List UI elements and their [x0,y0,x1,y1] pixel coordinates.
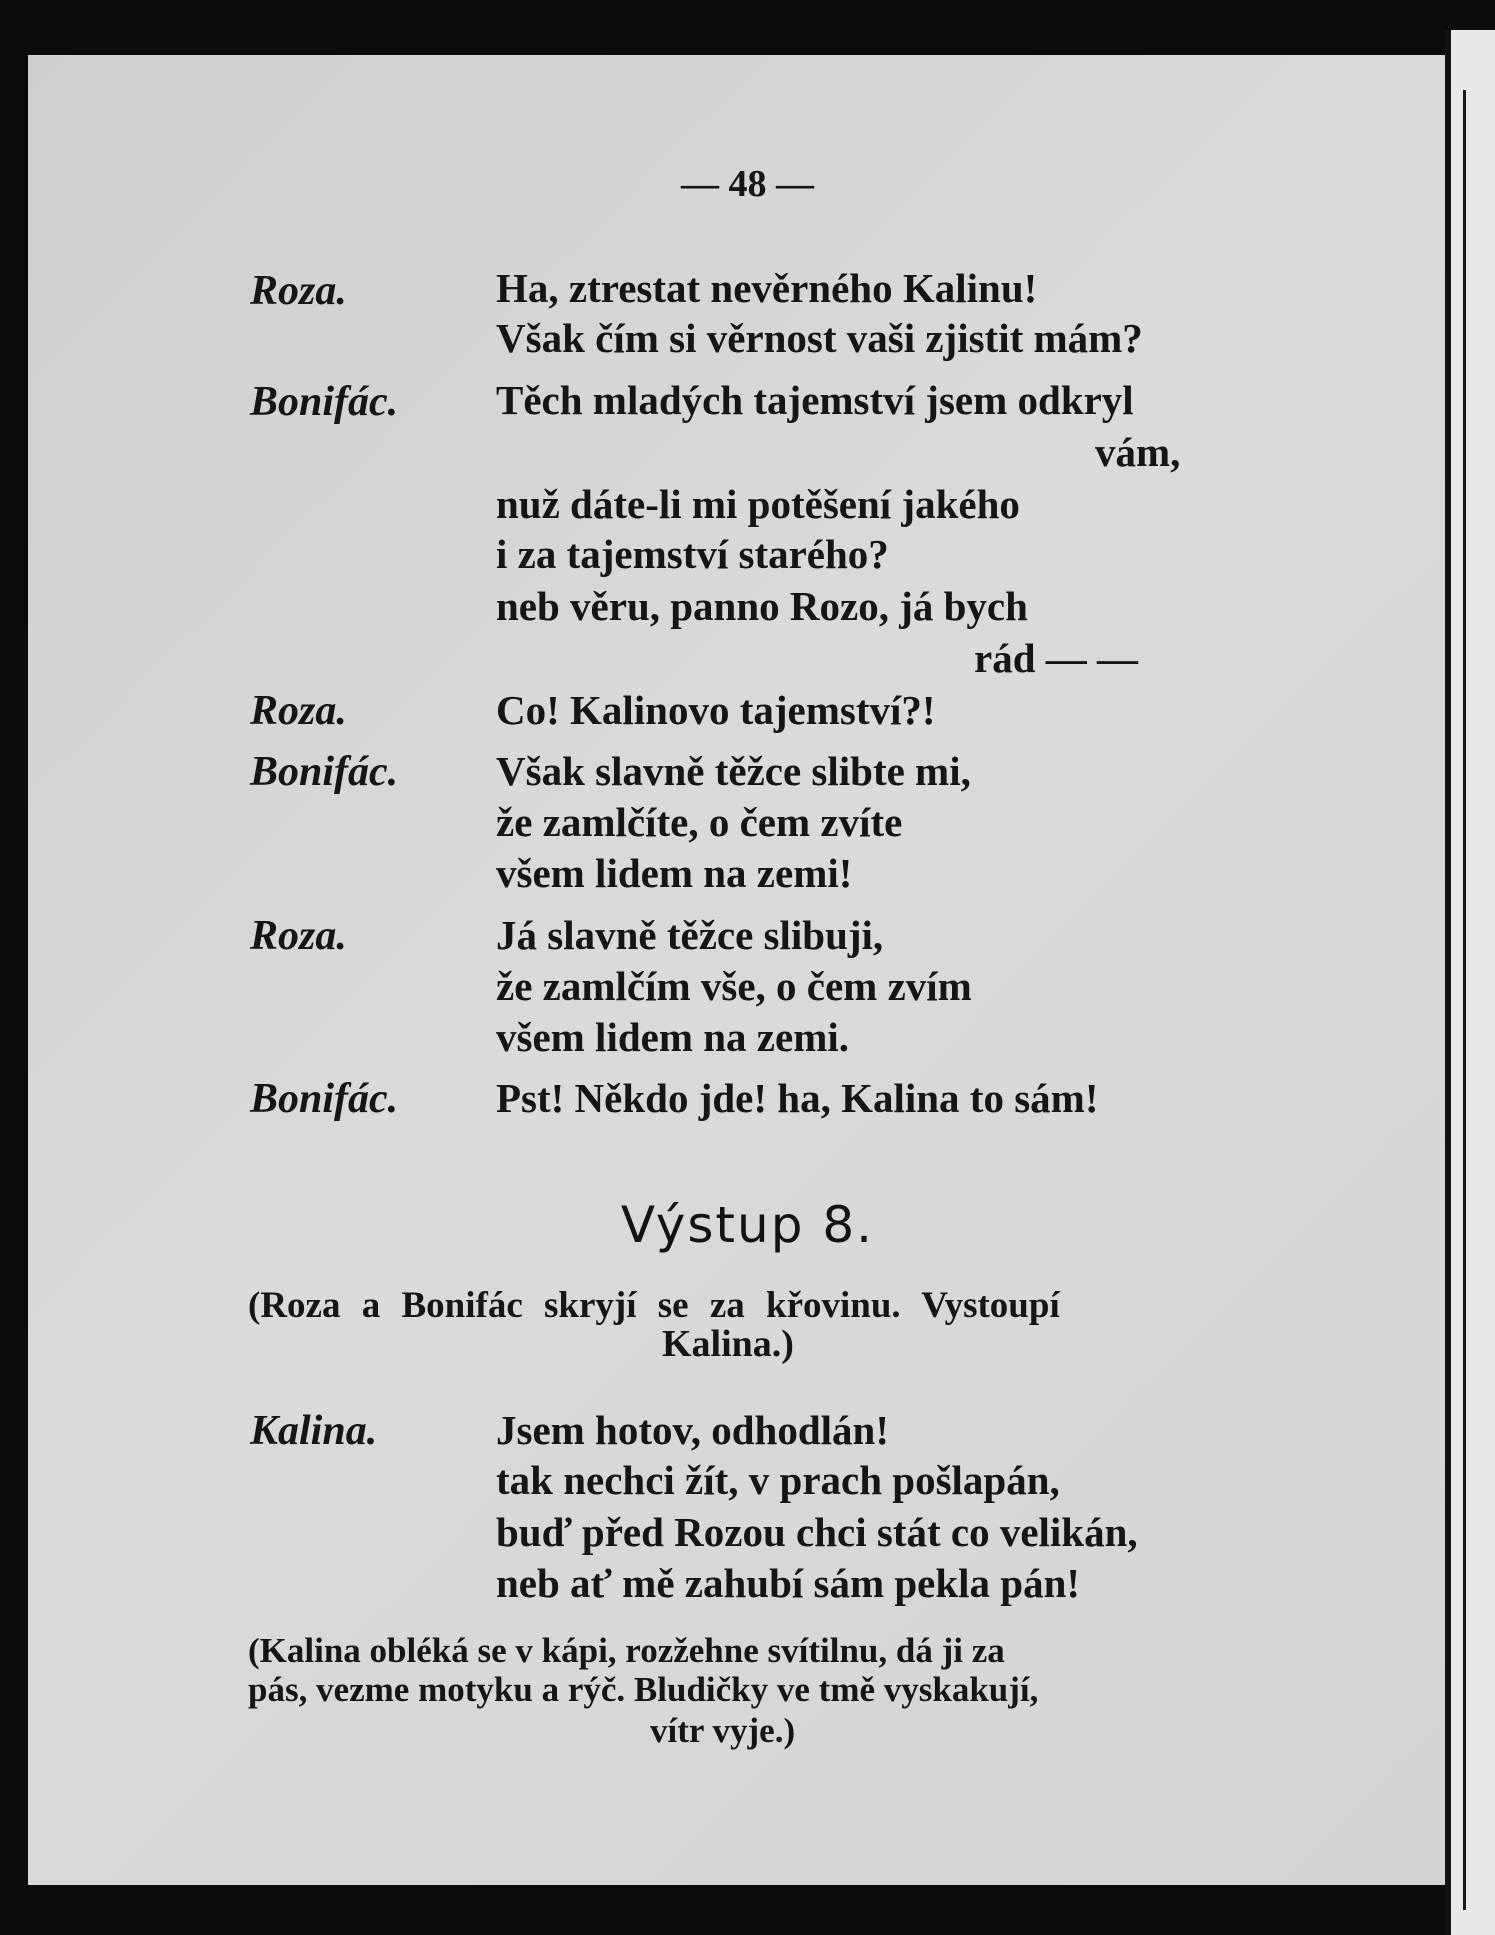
speaker-bonifac: Bonifác. [250,1076,399,1122]
stage-direction: (Roza a Bonifác skryjí se za křovinu. Vystoupí [248,1285,1060,1326]
scene-heading: Výstup 8. [620,1196,875,1254]
stage-direction: Kalina.) [662,1323,794,1365]
verse-line: že zamlčíte, o čem zvíte [496,799,903,845]
verse-line: Však slavně těžce slibte mi, [496,748,971,794]
verse-line: Jsem hotov, odhodlán! [496,1407,890,1453]
verse-line: všem lidem na zemi! [496,850,853,896]
verse-line-continuation: vám, [1095,429,1181,475]
speaker-bonifac: Bonifác. [250,749,399,795]
verse-line: i za tajemství starého? [496,531,889,577]
speaker-bonifac: Bonifác. [250,379,399,425]
speaker-roza: Roza. [250,913,347,959]
stage-direction: pás, vezme motyku a rýč. Bludičky ve tmě vyskakují, [248,1670,1039,1709]
stage-direction: (Kalina obléká se v kápi, rozžehne svítilnu, dá ji za [248,1631,1005,1670]
speaker-roza: Roza. [250,268,347,314]
verse-line: Já slavně těžce slibuji, [496,912,884,958]
page-gutter-shadow [1445,30,1451,1935]
page-edge-line [1463,90,1466,1910]
adjacent-page-edge [1445,30,1495,1935]
page-number: — 48 — [681,163,814,205]
verse-line: Ha, ztrestat nevěrného Kalinu! [496,265,1038,311]
verse-line: že zamlčím vše, o čem zvím [496,963,972,1009]
verse-line: neb věru, panno Rozo, já bych [496,583,1028,629]
stage-direction: vítr vyje.) [650,1711,796,1750]
verse-line: Však čím si věrnost vaši zjistit mám? [496,315,1143,361]
verse-line-continuation: rád — — [974,635,1138,681]
verse-line: buď před Rozou chci stát co velikán, [496,1509,1138,1555]
verse-line: Pst! Někdo jde! ha, Kalina to sám! [496,1075,1099,1121]
verse-line: Těch mladých tajemství jsem odkryl [496,377,1134,423]
speaker-roza: Roza. [250,688,347,734]
verse-line: Co! Kalinovo tajemství?! [496,687,936,733]
verse-line: nuž dáte-li mi potěšení jakého [496,481,1020,527]
verse-line: tak nechci žít, v prach pošlapán, [496,1457,1060,1503]
verse-line: všem lidem na zemi. [496,1014,849,1060]
verse-line: neb ať mě zahubí sám pekla pán! [496,1560,1081,1606]
speaker-kalina: Kalina. [250,1408,378,1454]
